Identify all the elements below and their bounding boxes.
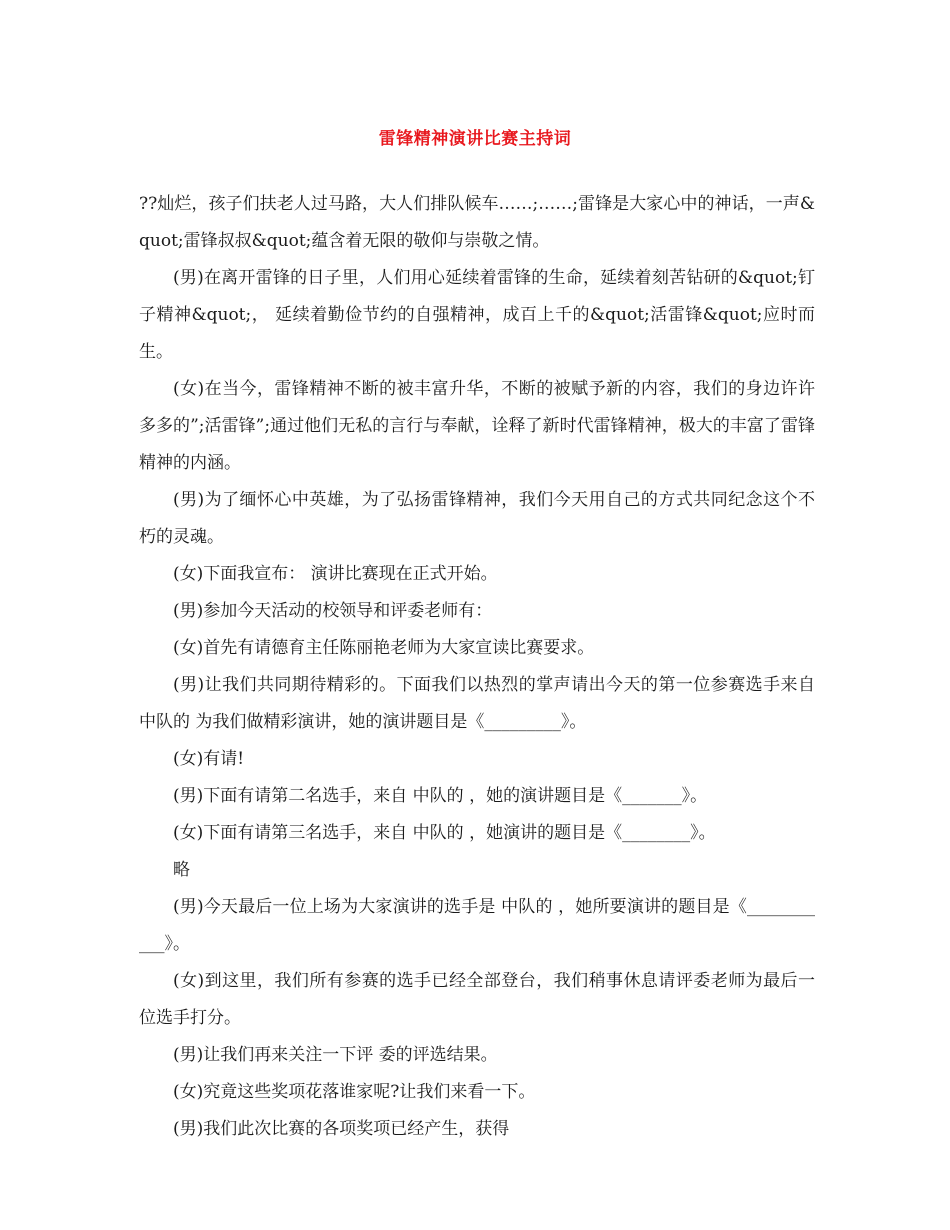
paragraph: (男)参加今天活动的校领导和评委老师有： <box>173 601 493 621</box>
paragraph: (女)在当今，雷锋精神不断的被丰富升华，不断的被赋予新的内容，我们的身边许许多多的”;活雷锋”;通过他们无私的言行与奉献，诠释了新时代雷锋精神，极大的丰富了雷锋精神的内涵。 <box>139 379 815 473</box>
paragraph: (女)下面我宣布： 演讲比赛现在正式开始。 <box>173 564 498 584</box>
paragraph: (女)究竟这些奖项花落谁家呢?让我们来看一下。 <box>173 1082 536 1102</box>
paragraph: (男)下面有请第二名选手，来自 中队的 ，她的演讲题目是《_______》。 <box>173 786 708 806</box>
document-body <box>139 186 815 1148</box>
paragraph: (男)今天最后一位上场为大家演讲的选手是 中队的 ，她所要演讲的题目是《___________》。 <box>139 897 815 954</box>
paragraph: (男)在离开雷锋的日子里，人们用心延续着雷锋的生命，延续着刻苦钻研的&quot;钉子精神&quot;， 延续着勤俭节约的自强精神，成百上千的&quot;活雷锋&quot;应时而生。 <box>139 268 815 362</box>
paragraph: (男)让我们再来关注一下评 委的评选结果。 <box>173 1045 498 1065</box>
paragraph: (女)有请! <box>173 749 245 769</box>
paragraph: ??灿烂，孩子们扶老人过马路，大人们排队候车……;……;雷锋是大家心中的神话，一声&quot;雷锋叔叔&quot;蕴含着无限的敬仰与崇敬之情。 <box>139 194 815 251</box>
paragraph: (男)为了缅怀心中英雄，为了弘扬雷锋精神，我们今天用自己的方式共同纪念这个不朽的灵魂。 <box>139 490 815 547</box>
document-title: 雷锋精神演讲比赛主持词 <box>378 129 572 149</box>
paragraph: (女)下面有请第三名选手，来自 中队的 ，她演讲的题目是《________》。 <box>173 823 716 843</box>
paragraph: (男)我们此次比赛的各项奖项已经产生，获得 <box>173 1119 510 1139</box>
paragraph: 略 <box>173 860 190 880</box>
paragraph: (男)让我们共同期待精彩的。下面我们以热烈的掌声请出今天的第一位参赛选手来自 中队的 为我们做精彩演讲，她的演讲题目是《_________》。 <box>139 675 815 732</box>
paragraph: (女)到这里，我们所有参赛的选手已经全部登台，我们稍事休息请评委老师为最后一位选手打分。 <box>139 971 815 1028</box>
paragraph: (女)首先有请德育主任陈丽艳老师为大家宣读比赛要求。 <box>173 638 595 658</box>
